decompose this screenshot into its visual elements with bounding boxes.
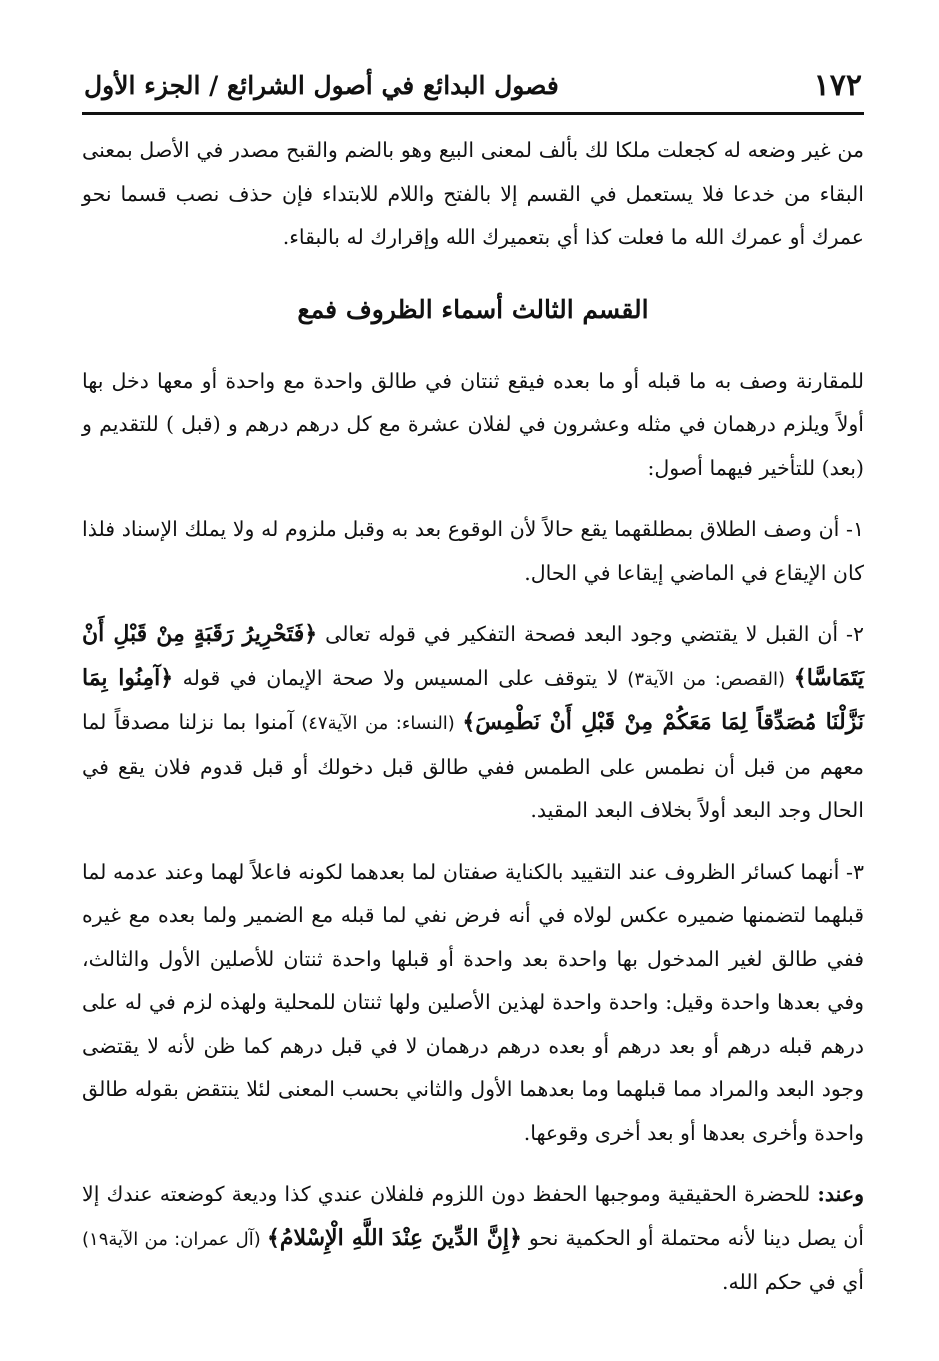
verse-citation-imran: (آل عمران: من الآية١٩) <box>82 1228 267 1250</box>
quran-verse-aminu: ﴿آمِنُوا بِمَا نَزَّلْنَا مُصَدِّقاً لِمَا مَعَكُمْ مِنْ قَبْلِ أَنْ نَطْمِسَ﴾ <box>82 664 864 735</box>
point-4-paragraph <box>82 1173 864 1305</box>
verse-citation-nisa: (النساء: من الآية٤٧) <box>293 713 463 734</box>
header-rule <box>82 112 864 115</box>
point-3-paragraph: ٣- أنهما كسائر الظروف عند التقييد بالكناية صفتان لما بعدهما لكونه فاعلاً لهما وعند عدمه لما قبلهما لتضمنها ضميره عكس لولاه في أنه فرض نفي لما قبله مع الضمير ولما بعده مع غيره ففي طالق لغير المدخول بها واحدة بعد واحدة أو قبلها واحدة ثنتان للأصلين الأول والثالث، وفي بعدها واحدة وقيل: واحدة واحدة لهذين الأصلين ولها ثنتان للمحلية ولهذه لزم في له على درهم قبله درهم أو بعد درهم أو بعده درهم درهمان لا في قبل درهم كما ظن لأنه لا يقتضى وجود البعد والمراد مما قبلهما وما بعدهما الأول والثاني بحسب المعنى لئلا ينتقض بقوله طالق واحدة وأخرى بعدها أو بعد أخرى وقوعها. <box>82 859 864 1145</box>
running-header <box>82 60 864 106</box>
section-heading: القسم الثالث أسماء الظروف فمع <box>297 294 649 324</box>
book-title: فصول البدائع في أصول الشرائع / الجزء الأول <box>84 71 559 100</box>
point-1-paragraph: ١- أن وصف الطلاق بمطلقهما يقع حالاً لأن الوقوع بعد به وقبل ملزوم له ولا يملك الإسناد فلذا كان الإيقاع في الماضي إيقاعا في الحال. <box>82 517 864 585</box>
point-4-text-a: للحضرة الحقيقية وموجبها الحفظ دون اللزوم فلفلان عندي كذا وديعة كوضعته عندك إلا أن يصل دينا لأنه محتملة أو الحكمية نحو <box>82 1182 864 1250</box>
point-4-text-b: أي في حكم الله. <box>721 1270 864 1294</box>
paragraph-ma: للمقارنة وصف به ما قبله أو ما بعده فيقع ثنتان في طالق واحدة مع واحدة أو معها دخل بها أولاً ويلزم درهمان في مثله وعشرون في لفلان عشرة مع كل درهم درهم و (قبل ) للتقديم و (بعد) للتأخير فيهما أصول: <box>82 368 864 480</box>
quran-verse-din: ﴿إِنَّ الدِّينَ عِنْدَ اللَّهِ الْإِسْلامُ﴾ <box>266 1224 522 1251</box>
book-page <box>82 60 864 1323</box>
term-inda: وعند: <box>817 1182 864 1206</box>
page-number: ١٧٢ <box>813 68 862 103</box>
quran-verse-tahrir: ﴿فَتَحْرِيرُ رَقَبَةٍ مِنْ قَبْلِ أَنْ يَتَمَاسَّا﴾ <box>82 621 865 691</box>
intro-paragraph: من غير وضعه له كجعلت ملكا لك بألف لمعنى البيع وهو بالضم والقبح مصدر في الأصل بمعنى البقاء من خدعا فلا يستعمل في القسم إلا بالفتح واللام للابتداء فإن حذف نصب قسما نحو عمرك أو عمرك الله ما فعلت كذا أي بتعميرك الله وإقرارك له بالبقاء. <box>82 138 864 249</box>
point-2-paragraph <box>82 613 864 833</box>
point-2-text-b: لا يتوقف على المسيس ولا صحة الإيمان في قوله <box>173 665 619 690</box>
verse-citation-qasas: (القصص: من الآية٣) <box>618 668 794 690</box>
point-2-text-c: آمنوا بما نزلنا مصدقاً لما معهم من قبل أن نطمس على الطمس ففي طالق قبل دخولك أو قبل قدوم فلان يقع في الحال وجد البعد أولاً بخلاف البعد المقيد. <box>82 710 864 822</box>
point-2-text-a: ٢- أن القبل لا يقتضي وجود البعد فصحة التفكير في قوله تعالى <box>317 622 864 646</box>
